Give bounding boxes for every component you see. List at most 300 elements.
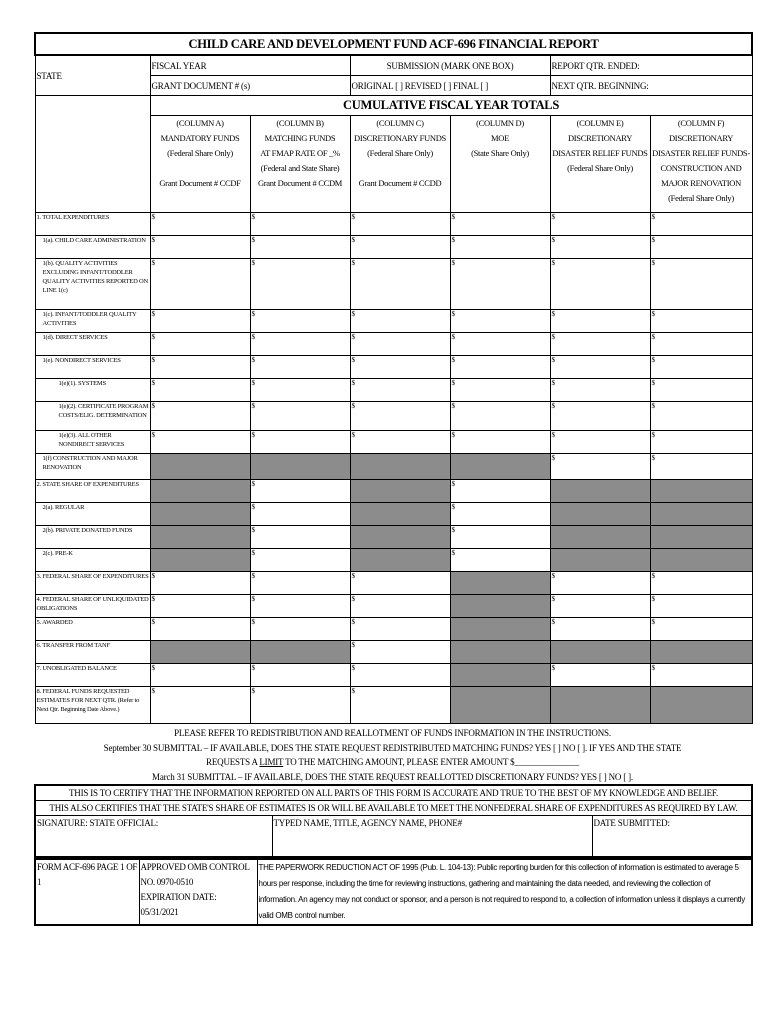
amount-cell[interactable] [550, 618, 650, 641]
column-header-line: (Federal Share Only) [668, 193, 734, 203]
typed-name-label: TYPED NAME, TITLE, AGENCY NAME, PHONE# [273, 818, 462, 828]
amount-cell[interactable] [250, 526, 350, 549]
row-label: 1. TOTAL EXPENDITURES [35, 213, 150, 236]
dollar-sign: $ [351, 402, 355, 410]
shaded-cell [350, 526, 450, 549]
row-label: 1(e)(2). CERTIFICATE PROGRAM COSTS/ELIG. DETERMINATION [35, 402, 150, 431]
shaded-cell [650, 687, 752, 724]
shaded-cell [150, 503, 250, 526]
dollar-sign: $ [451, 503, 455, 511]
dollar-sign: $ [551, 402, 555, 410]
dollar-sign: $ [451, 310, 455, 318]
grant-document-label: GRANT DOCUMENT # (s) [151, 80, 250, 91]
column-header-line: DISASTER RELIEF FUNDS [552, 148, 648, 158]
shaded-cell [150, 480, 250, 503]
dollar-sign: $ [451, 259, 455, 267]
dollar-sign: $ [351, 379, 355, 387]
amount-cell[interactable] [550, 402, 650, 431]
dollar-sign: $ [151, 687, 155, 695]
dollar-sign: $ [251, 618, 255, 626]
dollar-sign: $ [551, 213, 555, 221]
amount-cell[interactable] [450, 259, 550, 310]
amount-cell[interactable] [350, 664, 450, 687]
column-header-line: DISCRETIONARY FUNDS [354, 133, 446, 143]
amount-cell[interactable] [550, 356, 650, 379]
notes-line-2: September 30 SUBMITTAL – IF AVAILABLE, DOES THE STATE REQUEST REDISTRIBUTED MATCHING FUNDS? YES [ ] NO [ ]. IF YES AND THE STATE [103, 742, 682, 753]
amount-cell[interactable] [350, 310, 450, 333]
row-label: 8. FEDERAL FUNDS REQUESTED ESTIMATES FOR NEXT QTR. (Refer to Next Qtr. Beginning Date Above.) [35, 687, 150, 724]
dollar-sign: $ [251, 503, 255, 511]
amount-cell[interactable] [450, 402, 550, 431]
signature-label: SIGNATURE: STATE OFFICIAL: [37, 818, 159, 828]
column-header-c [350, 116, 450, 213]
amount-cell[interactable] [450, 236, 550, 259]
amount-cell[interactable] [250, 687, 350, 724]
amount-cell[interactable] [450, 356, 550, 379]
shaded-cell [650, 503, 752, 526]
dollar-sign: $ [451, 236, 455, 244]
shaded-cell [550, 480, 650, 503]
amount-cell[interactable] [150, 379, 250, 402]
column-header-b [250, 116, 350, 213]
amount-cell[interactable] [550, 333, 650, 356]
amount-cell[interactable] [350, 236, 450, 259]
amount-cell[interactable] [150, 687, 250, 724]
amount-cell[interactable] [350, 687, 450, 724]
dollar-sign: $ [251, 310, 255, 318]
dollar-sign: $ [551, 259, 555, 267]
column-header-line: (Federal and State Share) [260, 163, 340, 173]
amount-cell[interactable] [650, 454, 752, 480]
amount-cell[interactable] [150, 595, 250, 618]
shaded-cell [650, 526, 752, 549]
amount-cell[interactable] [250, 236, 350, 259]
amount-cell[interactable] [550, 664, 650, 687]
dollar-sign: $ [351, 310, 355, 318]
amount-cell[interactable] [350, 379, 450, 402]
amount-cell[interactable] [350, 595, 450, 618]
shaded-cell [550, 526, 650, 549]
amount-cell[interactable] [650, 402, 752, 431]
dollar-sign: $ [551, 431, 555, 439]
dollar-sign: $ [251, 480, 255, 488]
dollar-sign: $ [351, 572, 355, 580]
amount-cell[interactable] [350, 572, 450, 595]
shaded-cell [350, 480, 450, 503]
amount-cell[interactable] [550, 431, 650, 454]
amount-cell[interactable] [650, 431, 752, 454]
amount-cell[interactable] [650, 664, 752, 687]
amount-cell[interactable] [550, 595, 650, 618]
amount-cell[interactable] [250, 259, 350, 310]
dollar-sign: $ [351, 431, 355, 439]
dollar-sign: $ [451, 356, 455, 364]
amount-cell[interactable] [250, 572, 350, 595]
column-header-line: (State Share Only) [471, 148, 529, 158]
row-label: 3. FEDERAL SHARE OF EXPENDITURES [35, 572, 150, 595]
row-label: 6. TRANSFER FROM TANF [35, 641, 150, 664]
table-row [35, 236, 752, 259]
dollar-sign: $ [651, 402, 655, 410]
amount-cell[interactable] [450, 431, 550, 454]
dollar-sign: $ [351, 595, 355, 603]
column-header-line: MOE [491, 133, 509, 143]
table-row [35, 549, 752, 572]
row-label: 2(a). REGULAR [35, 503, 150, 526]
table-row [35, 454, 752, 480]
column-header-line [352, 161, 449, 176]
amount-cell[interactable] [150, 356, 250, 379]
dollar-sign: $ [151, 236, 155, 244]
shaded-cell [150, 641, 250, 664]
row-label: 1(a). CHILD CARE ADMINISTRATION [35, 236, 150, 259]
amount-cell[interactable] [150, 259, 250, 310]
amount-cell[interactable] [650, 333, 752, 356]
column-header-line: (COLUMN D) [476, 118, 524, 128]
report-qtr-field[interactable] [550, 55, 752, 76]
column-header-line: MANDATORY FUNDS [160, 133, 240, 143]
row-label: 1(f) CONSTRUCTION AND MAJOR RENOVATION [35, 454, 150, 480]
shaded-cell [150, 549, 250, 572]
form-title: CHILD CARE AND DEVELOPMENT FUND ACF-696 FINANCIAL REPORT [35, 33, 752, 55]
amount-cell[interactable] [350, 356, 450, 379]
amount-cell[interactable] [250, 402, 350, 431]
dollar-sign: $ [151, 402, 155, 410]
amount-cell[interactable] [450, 549, 550, 572]
dollar-sign: $ [251, 213, 255, 221]
amount-cell[interactable] [150, 664, 250, 687]
amount-cell[interactable] [350, 641, 450, 664]
notes-line-3: REQUESTS A LIMIT TO THE MATCHING AMOUNT, PLEASE ENTER AMOUNT $_______________ [206, 757, 579, 767]
header-table [34, 32, 753, 724]
amount-cell[interactable] [350, 259, 450, 310]
dollar-sign: $ [651, 572, 655, 580]
dollar-sign: $ [351, 213, 355, 221]
amount-cell[interactable] [350, 618, 450, 641]
shaded-cell [550, 641, 650, 664]
amount-cell[interactable] [650, 259, 752, 310]
column-header-line: MAJOR RENOVATION [661, 178, 741, 188]
table-row [35, 379, 752, 402]
dollar-sign: $ [151, 379, 155, 387]
shaded-cell [450, 618, 550, 641]
state-label: STATE [36, 70, 62, 81]
table-row [35, 402, 752, 431]
shaded-cell [350, 549, 450, 572]
row-label: 2(b). PRIVATE DONATED FUNDS [35, 526, 150, 549]
amount-cell[interactable] [350, 402, 450, 431]
column-header-line: AT FMAP RATE OF _% [260, 148, 340, 158]
table-row [35, 687, 752, 724]
date-submitted-field[interactable] [592, 816, 752, 858]
dollar-sign: $ [151, 572, 155, 580]
dollar-sign: $ [451, 526, 455, 534]
dollar-sign: $ [251, 526, 255, 534]
dollar-sign: $ [651, 431, 655, 439]
dollar-sign: $ [651, 618, 655, 626]
dollar-sign: $ [651, 454, 655, 462]
column-header-f [650, 116, 752, 213]
dollar-sign: $ [251, 236, 255, 244]
amount-cell[interactable] [250, 664, 350, 687]
dollar-sign: $ [251, 431, 255, 439]
column-header-e [550, 116, 650, 213]
shaded-cell [550, 549, 650, 572]
dollar-sign: $ [251, 333, 255, 341]
column-header-line: (Federal Share Only) [167, 148, 233, 158]
amount-cell[interactable] [250, 549, 350, 572]
column-header-d [450, 116, 550, 213]
cumulative-totals-title: CUMULATIVE FISCAL YEAR TOTALS [150, 96, 752, 116]
dollar-sign: $ [151, 333, 155, 341]
amount-cell[interactable] [450, 503, 550, 526]
table-row [35, 526, 752, 549]
amount-cell[interactable] [550, 259, 650, 310]
row-label: 1(c). INFANT/TODDLER QUALITY ACTIVITIES [35, 310, 150, 333]
table-row [35, 310, 752, 333]
amount-cell[interactable] [450, 480, 550, 503]
dollar-sign: $ [351, 333, 355, 341]
amount-cell[interactable] [250, 480, 350, 503]
dollar-sign: $ [451, 549, 455, 557]
amount-cell[interactable] [150, 618, 250, 641]
grant-document-field[interactable] [150, 76, 350, 96]
shaded-cell [450, 572, 550, 595]
dollar-sign: $ [251, 687, 255, 695]
dollar-sign: $ [151, 618, 155, 626]
fiscal-year-label: FISCAL YEAR [151, 60, 207, 71]
amount-cell[interactable] [250, 310, 350, 333]
amount-cell[interactable] [650, 310, 752, 333]
paperwork-reduction-notice: THE PAPERWORK REDUCTION ACT OF 1995 (Pub. L. 104-13): Public reporting burden for this collection of information is estimated to average 5 hours per response, including the time for reviewing instructions, gathering and maintaining the data needed, and reviewing the collection of information. An agency may not conduct or sponsor, and a person is not required to respond to, a collection of information unless it displays a currently valid OMB control number. [257, 859, 752, 925]
certification-table [34, 784, 753, 858]
column-header-line: DISASTER RELIEF FUNDS- [652, 148, 750, 158]
dollar-sign: $ [451, 213, 455, 221]
state-field[interactable] [35, 55, 150, 96]
column-header-line [152, 161, 249, 176]
shaded-cell [450, 595, 550, 618]
column-header-line: (COLUMN B) [276, 118, 324, 128]
row-label: 1(e)(1). SYSTEMS [35, 379, 150, 402]
dollar-sign: $ [651, 356, 655, 364]
amount-cell[interactable] [550, 213, 650, 236]
amount-cell[interactable] [250, 618, 350, 641]
dollar-sign: $ [651, 379, 655, 387]
shaded-cell [550, 687, 650, 724]
table-row [35, 259, 752, 310]
table-row [35, 503, 752, 526]
amount-cell[interactable] [650, 213, 752, 236]
dollar-sign: $ [651, 664, 655, 672]
amount-cell[interactable] [650, 618, 752, 641]
amount-cell[interactable] [250, 333, 350, 356]
amount-cell[interactable] [550, 572, 650, 595]
amount-cell[interactable] [250, 356, 350, 379]
amount-cell[interactable] [450, 310, 550, 333]
column-header-line: MATCHING FUNDS [264, 133, 336, 143]
shaded-cell [650, 641, 752, 664]
column-header-line: CONSTRUCTION AND [660, 163, 742, 173]
dollar-sign: $ [351, 259, 355, 267]
shaded-cell [650, 549, 752, 572]
amount-cell[interactable] [150, 572, 250, 595]
shaded-cell [350, 503, 450, 526]
typed-name-field[interactable] [272, 816, 592, 858]
row-label: 1(d). DIRECT SERVICES [35, 333, 150, 356]
dollar-sign: $ [551, 236, 555, 244]
dollar-sign: $ [251, 664, 255, 672]
cert-line-2: THIS ALSO CERTIFIES THAT THE STATE'S SHARE OF ESTIMATES IS OR WILL BE AVAILABLE TO MEET THE NONFEDERAL SHARE OF EXPENDITURES AS REQUIRED BY LAW. [35, 801, 752, 816]
notes-line-1: PLEASE REFER TO REDISTRIBUTION AND REALLOTMENT OF FUNDS INFORMATION IN THE INSTRUCTIONS. [174, 728, 611, 738]
amount-cell[interactable] [650, 379, 752, 402]
dollar-sign: $ [351, 687, 355, 695]
instructions-notes [34, 726, 751, 784]
dollar-sign: $ [251, 549, 255, 557]
report-qtr-label: REPORT QTR. ENDED: [551, 60, 640, 71]
amount-cell[interactable] [150, 431, 250, 454]
dollar-sign: $ [551, 310, 555, 318]
table-row [35, 618, 752, 641]
amount-cell[interactable] [550, 379, 650, 402]
dollar-sign: $ [451, 480, 455, 488]
shaded-cell [250, 641, 350, 664]
amount-cell[interactable] [450, 213, 550, 236]
shaded-cell [150, 454, 250, 480]
column-header-line: (Federal Share Only) [567, 163, 633, 173]
shaded-cell [450, 641, 550, 664]
column-header-line: DISCRETIONARY [567, 133, 633, 143]
footer-table [34, 858, 753, 926]
column-header-line: Grant Document # CCDM [257, 178, 343, 188]
amount-cell[interactable] [550, 454, 650, 480]
submission-header: SUBMISSION (MARK ONE BOX) [350, 55, 550, 76]
amount-cell[interactable] [250, 503, 350, 526]
amount-cell[interactable] [350, 333, 450, 356]
row-label: 2(c). PRE-K [35, 549, 150, 572]
amount-cell[interactable] [150, 402, 250, 431]
amount-cell[interactable] [250, 213, 350, 236]
table-row [35, 356, 752, 379]
dollar-sign: $ [251, 356, 255, 364]
amount-cell[interactable] [650, 236, 752, 259]
amount-cell[interactable] [550, 236, 650, 259]
amount-cell[interactable] [250, 379, 350, 402]
dollar-sign: $ [651, 259, 655, 267]
shaded-cell [350, 454, 450, 480]
table-row [35, 664, 752, 687]
row-label: 4. FEDERAL SHARE OF UNLIQUIDATED OBLIGATIONS [35, 595, 150, 618]
dollar-sign: $ [551, 379, 555, 387]
amount-cell[interactable] [150, 236, 250, 259]
dollar-sign: $ [251, 259, 255, 267]
amount-cell[interactable] [250, 595, 350, 618]
dollar-sign: $ [151, 431, 155, 439]
amount-cell[interactable] [350, 431, 450, 454]
omb-info [139, 859, 257, 925]
dollar-sign: $ [151, 664, 155, 672]
next-qtr-field[interactable] [550, 76, 752, 96]
column-header-line: Grant Document # CCDD [358, 178, 442, 188]
dollar-sign: $ [451, 333, 455, 341]
table-row [35, 572, 752, 595]
dollar-sign: $ [651, 236, 655, 244]
table-row [35, 480, 752, 503]
amount-cell[interactable] [350, 213, 450, 236]
amount-cell[interactable] [150, 333, 250, 356]
amount-cell[interactable] [650, 572, 752, 595]
amount-cell[interactable] [250, 431, 350, 454]
dollar-sign: $ [551, 664, 555, 672]
amount-cell[interactable] [450, 526, 550, 549]
dollar-sign: $ [151, 213, 155, 221]
shaded-cell [250, 454, 350, 480]
table-row [35, 431, 752, 454]
table-row [35, 213, 752, 236]
column-header-line: DISCRETIONARY [668, 133, 734, 143]
amount-cell[interactable] [650, 595, 752, 618]
dollar-sign: $ [251, 595, 255, 603]
row-label: 1(e)(3). ALL OTHER NONDIRECT SERVICES [35, 431, 150, 454]
dollar-sign: $ [551, 595, 555, 603]
table-row [35, 641, 752, 664]
dollar-sign: $ [451, 431, 455, 439]
dollar-sign: $ [651, 213, 655, 221]
column-header-line: (COLUMN C) [376, 118, 424, 128]
dollar-sign: $ [651, 595, 655, 603]
submission-options[interactable]: ORIGINAL [ ] REVISED [ ] FINAL [ ] [350, 76, 550, 96]
dollar-sign: $ [351, 618, 355, 626]
shaded-cell [650, 480, 752, 503]
shaded-cell [450, 454, 550, 480]
dollar-sign: $ [351, 236, 355, 244]
cert-line-1: THIS IS TO CERTIFY THAT THE INFORMATION REPORTED ON ALL PARTS OF THIS FORM IS ACCURATE AND TRUE TO THE BEST OF MY KNOWLEDGE AND BELIEF. [35, 785, 752, 801]
dollar-sign: $ [651, 310, 655, 318]
dollar-sign: $ [551, 572, 555, 580]
dollar-sign: $ [551, 333, 555, 341]
row-label: 7. UNOBLIGATED BALANCE [35, 664, 150, 687]
fiscal-year-field[interactable] [150, 55, 350, 76]
table-row [35, 333, 752, 356]
dollar-sign: $ [551, 356, 555, 364]
amount-cell[interactable] [150, 310, 250, 333]
column-header-line: (COLUMN A) [176, 118, 224, 128]
dollar-sign: $ [351, 641, 355, 649]
column-header-line: Grant Document # CCDF [159, 178, 241, 188]
dollar-sign: $ [551, 618, 555, 626]
amount-cell[interactable] [550, 310, 650, 333]
shaded-cell [450, 687, 550, 724]
amount-cell[interactable] [650, 356, 752, 379]
shaded-cell [450, 664, 550, 687]
column-header-line: (Federal Share Only) [367, 148, 433, 158]
dollar-sign: $ [351, 356, 355, 364]
dollar-sign: $ [551, 454, 555, 462]
amount-cell[interactable] [450, 379, 550, 402]
amount-cell[interactable] [150, 213, 250, 236]
dollar-sign: $ [251, 379, 255, 387]
dollar-sign: $ [151, 259, 155, 267]
dollar-sign: $ [151, 310, 155, 318]
shaded-cell [550, 503, 650, 526]
dollar-sign: $ [451, 402, 455, 410]
shaded-cell [150, 526, 250, 549]
expiration-date: EXPIRATION DATE: 05/31/2021 [140, 892, 217, 917]
signature-field[interactable] [35, 816, 272, 858]
dollar-sign: $ [451, 379, 455, 387]
column-header-a [150, 116, 250, 213]
amount-cell[interactable] [450, 333, 550, 356]
dollar-sign: $ [251, 402, 255, 410]
